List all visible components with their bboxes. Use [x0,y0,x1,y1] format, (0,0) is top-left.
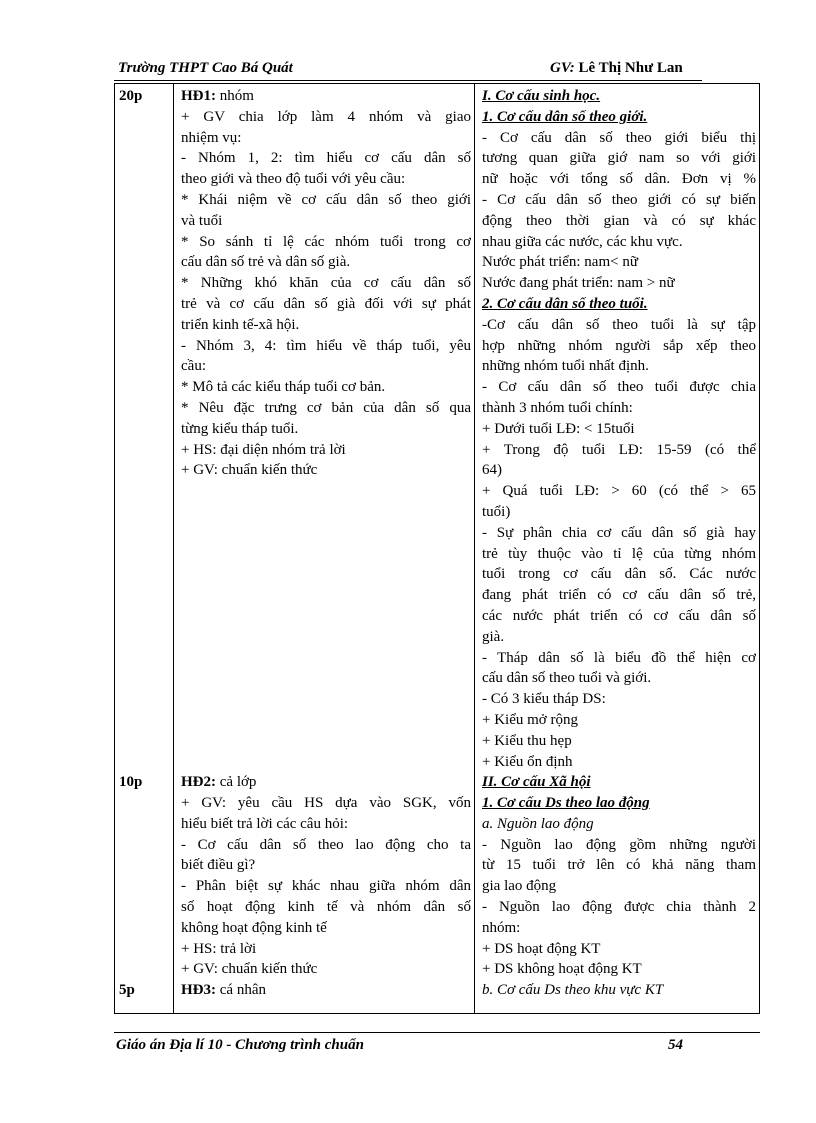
content-line: hợp những nhóm người sắp xếp theo [482,337,756,354]
header-rule [114,80,702,81]
spacer-line [119,897,173,918]
time-label: 5p [119,982,135,999]
spacer-line [119,315,173,336]
activity-line: không hoạt động kinh tế [181,919,327,936]
spacer-line [119,377,173,398]
content-line: trẻ tùy thuộc vào tỉ lệ của từng nhóm [482,545,756,562]
spacer-line [119,814,173,835]
page-number: 54 [668,1037,683,1053]
content-line: - Cơ cấu dân số theo tuổi được chia [482,379,756,396]
content-line: - Sự phân chia cơ cấu dân số già hay [482,524,756,541]
heading-text: 1. Cơ cấu dân số theo giới. [482,108,648,125]
content-line: - Tháp dân số là biểu đồ thể hiện cơ [482,649,756,666]
activity-line: + HS: trả lời [181,940,257,957]
spacer-line [119,460,173,481]
section-heading [482,793,756,814]
spacer-line [119,918,173,939]
heading-text: 2. Cơ cấu dân số theo tuổi. [482,295,648,312]
spacer-line [119,689,173,710]
spacer-line [119,232,173,253]
activity-line: - Nhóm 3, 4: tìm hiểu về tháp tuổi, yêu [181,337,471,354]
spacer-line [119,273,173,294]
activity-line: + HS: đại diện nhóm trả lời [181,441,346,458]
activity-line: từng kiểu tháp tuổi. [181,420,299,437]
heading-text: a. Nguồn lao động [482,815,594,832]
spacer-line [119,169,173,190]
spacer-line [119,959,173,980]
section-heading [482,980,756,1001]
column-divider-1 [173,84,174,1013]
activity-line: số hoạt động kinh tế và nhóm dân số [181,899,471,916]
content-line: + Kiểu mở rộng [482,711,578,728]
activity-mode: cả lớp [216,774,257,791]
activity-line: * Khái niệm về cơ cấu dân số theo giới [181,191,471,208]
content-line: 64) [482,462,502,479]
content-line: nhau giữa các nước, các khu vực. [482,233,683,250]
activity-line [181,502,471,523]
teacher-prefix: GV: [550,60,575,76]
activity-line: + GV: yêu cầu HS dựa vào SGK, vốn [181,795,471,812]
content-line: + DS hoạt động KT [482,940,601,957]
activity-line: - Phân biệt sự khác nhau giữa nhóm dân [181,878,471,895]
spacer-line [119,876,173,897]
activity-line [181,564,471,585]
activity-mode: cá nhân [216,982,266,999]
activity-line: triển kinh tế-xã hội. [181,316,300,333]
content-line: - Cơ cấu dân số theo giới có sự biến [482,191,756,208]
activity-title: HĐ2: [181,774,216,791]
school-name: Trường THPT Cao Bá Quát [118,60,293,76]
spacer-line [119,855,173,876]
content-line: Nước phát triển: nam< nữ [482,254,638,271]
content-line: những nhóm tuổi nhất định. [482,358,649,375]
content-line: tuổi trong cơ cấu dân số. Các nước [482,566,756,583]
activity-line [181,731,471,752]
content-line: các nước phát triển có cơ cấu dân số [482,607,756,624]
heading-text: I. Cơ cấu sinh học. [482,88,601,104]
heading-text: II. Cơ cấu Xã hội [482,774,591,791]
footer-rule [114,1032,760,1033]
activity-line [181,606,471,627]
teacher-label [550,60,683,77]
spacer-line [119,710,173,731]
activity-line: biết điều gì? [181,857,256,874]
activity-line: và tuổi [181,212,223,229]
content-line: từ 15 tuổi trở lên có khả năng tham [482,857,756,874]
activity-line: trẻ và cơ cấu dân số già đối với sự phát [181,295,471,312]
content-line: + DS không hoạt động KT [482,961,642,978]
activity-title: HĐ3: [181,982,216,999]
activity-line [181,585,471,606]
content-line: nữ hoặc với tổng số dân. Đơn vị % [482,171,756,188]
content-column [482,86,756,1001]
content-line: động theo thời gian và có sự khác [482,212,756,229]
spacer-line [119,190,173,211]
spacer-line [119,835,173,856]
content-line: - Nguồn lao động được chia thành 2 [482,899,756,916]
activity-line [181,980,471,1001]
content-line: + Quá tuổi LĐ: > 60 (có thể > 65 [482,483,756,500]
spacer-line [119,252,173,273]
spacer-line [119,440,173,461]
content-line: + Kiểu ổn định [482,753,573,770]
time-label: 10p [119,774,143,791]
activity-line: + GV: chuẩn kiến thức [181,961,318,978]
content-line: Nước đang phát triển: nam > nữ [482,275,675,292]
activity-line [181,772,471,793]
spacer-line [119,294,173,315]
activity-line [181,627,471,648]
spacer-line [119,793,173,814]
content-line: + Kiểu thu hẹp [482,732,572,749]
activity-line: * Những khó khăn của cơ cấu dân số [181,275,471,292]
spacer-line [119,585,173,606]
section-heading [482,772,756,793]
heading-text: b. Cơ cấu Ds theo khu vực KT [482,982,664,999]
spacer-line [119,398,173,419]
activity-line: theo giới và theo độ tuổi với yêu cầu: [181,171,406,188]
activity-title: HĐ1: [181,88,216,104]
activity-line: - Cơ cấu dân số theo lao động cho ta [181,836,471,853]
activity-column [181,86,471,1001]
page-header [114,58,702,80]
spacer-line [119,336,173,357]
content-line: - Có 3 kiểu tháp DS: [482,691,606,708]
spacer-line [119,564,173,585]
activity-line: cấu dân số trẻ và dân số già. [181,254,351,271]
activity-line: nhiệm vụ: [181,129,242,146]
content-line: cấu dân số theo tuổi và giới. [482,670,652,687]
activity-line: - Nhóm 1, 2: tìm hiểu cơ cấu dân số [181,150,471,167]
spacer-line [119,939,173,960]
spacer-line [119,419,173,440]
activity-line: cầu: [181,358,206,375]
activity-line [181,481,471,502]
spacer-line [119,648,173,669]
spacer-line [119,107,173,128]
content-line: -Cơ cấu dân số theo tuổi là sự tập [482,316,756,333]
content-line: nhóm: [482,919,521,936]
spacer-line [119,606,173,627]
time-column [119,86,173,1001]
spacer-line [119,148,173,169]
spacer-line [119,481,173,502]
content-line: - Nguồn lao động gồm những người [482,836,756,853]
activity-line [181,752,471,773]
spacer-line [119,356,173,377]
content-line: đang phát triển có cơ cấu dân số trẻ, [482,587,756,604]
activity-line: + GV: chuẩn kiến thức [181,462,318,479]
activity-line [181,86,471,107]
spacer-line [119,128,173,149]
content-line: + Dưới tuổi LĐ: < 15tuổi [482,420,635,437]
heading-text: 1. Cơ cấu Ds theo lao động [482,795,650,812]
spacer-line [119,211,173,232]
time-label: 20p [119,88,143,104]
lesson-table [114,83,760,1014]
activity-line: * Nêu đặc trưng cơ bản của dân số qua [181,399,471,416]
activity-line: * So sánh tỉ lệ các nhóm tuổi trong cơ [181,233,471,250]
section-heading [482,294,756,315]
section-heading [482,107,756,128]
spacer-line [119,523,173,544]
spacer-line [119,544,173,565]
content-line: + Trong độ tuổi LĐ: 15-59 (có thể [482,441,756,458]
spacer-line [119,627,173,648]
activity-line: + GV chia lớp làm 4 nhóm và giao [181,108,471,125]
spacer-line [119,731,173,752]
section-heading [482,814,756,835]
activity-line: * Mô tả các kiểu tháp tuổi cơ bản. [181,379,386,396]
activity-line [181,668,471,689]
content-line: tuổi) [482,503,511,520]
content-line: - Cơ cấu dân số theo giới biểu thị [482,129,756,146]
content-line: gia lao động [482,878,557,895]
activity-line [181,710,471,731]
activity-line: hiểu biết trả lời các câu hỏi: [181,815,349,832]
content-line: thành 3 nhóm tuổi chính: [482,399,633,416]
teacher-name: Lê Thị Như Lan [578,60,683,76]
content-line: già. [482,628,505,645]
activity-line [181,523,471,544]
spacer-line [119,502,173,523]
activity-line [181,544,471,565]
activity-line [181,689,471,710]
column-divider-2 [474,84,475,1013]
footer-title: Giáo án Địa lí 10 - Chương trình chuẩn [116,1037,364,1053]
activity-mode: nhóm [216,88,254,104]
section-heading [482,86,756,107]
spacer-line [119,752,173,773]
spacer-line [119,668,173,689]
activity-line [181,648,471,669]
content-line: tương quan giữa giớ nam so với giới [482,150,756,167]
